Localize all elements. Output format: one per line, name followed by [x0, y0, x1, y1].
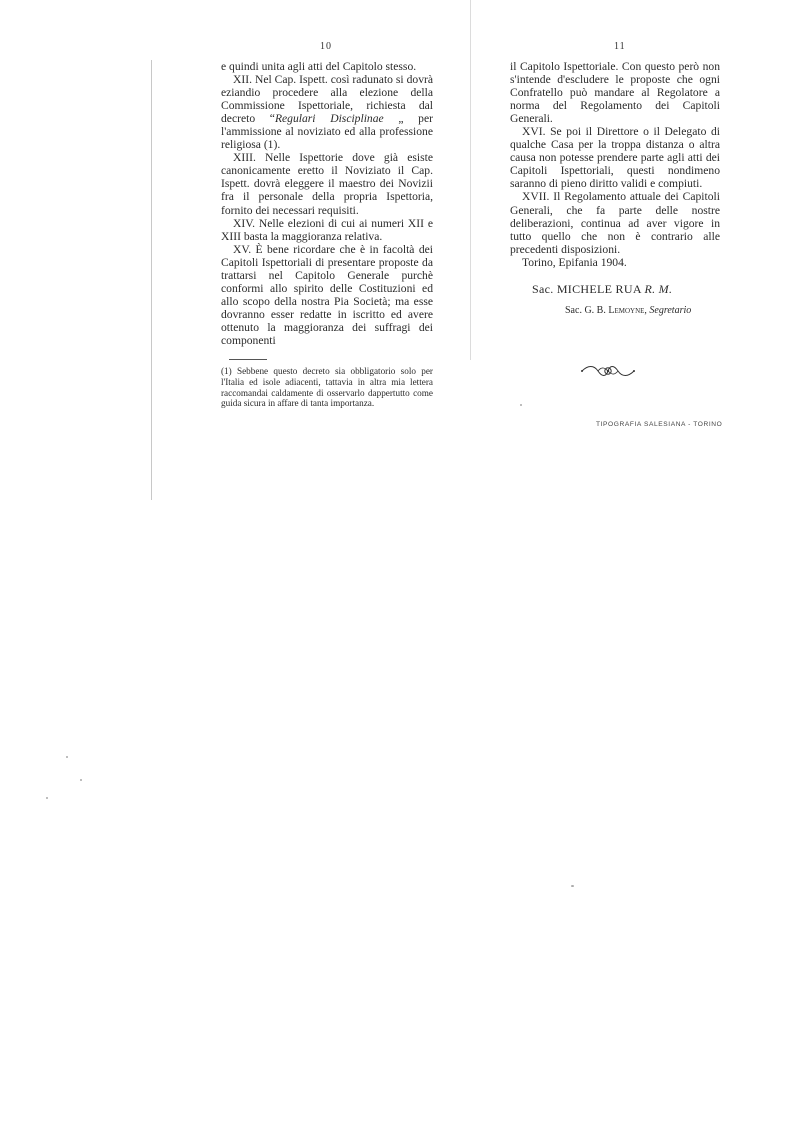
signature-title: R. M. — [644, 281, 673, 296]
secretary-prefix: Sac. G. B. — [565, 304, 606, 316]
secretary-role: Segretario — [649, 304, 692, 316]
scan-edge-line — [151, 60, 152, 500]
paragraph-continuation: e quindi unita agli atti del Capitolo stesso. — [221, 60, 417, 73]
scan-speck — [520, 404, 522, 406]
right-column — [510, 60, 720, 317]
paragraph-xvi: XVI. Se poi il Direttore o il Delegato di qualche Casa per la troppa distanza o altra causa non potesse prendere parte agli atti dei Capitoli Ispettoriali, questi nondimeno saranno di pieno diritto validi e compiuti. — [510, 125, 720, 191]
paragraph-xiv: XIV. Nelle elezioni di cui ai numeri XII e XIII basta la maggioranza relativa. — [221, 216, 433, 243]
secretary-name: Lemoyne — [608, 304, 645, 316]
decree-title: Regulari Disciplinae — [274, 112, 384, 126]
footnote-text: (1) Sebbene questo decreto sia obbligatorio solo per l'Italia ed isole adiacenti, tattavia in altra mia lettera raccomandai caldamente di osservarlo dappertutto come guida sicura in affare di tanta importanza. — [221, 366, 433, 409]
paragraph-xii — [221, 73, 433, 151]
footnote — [221, 366, 433, 409]
left-column — [221, 60, 433, 409]
place-date: Torino, Epifania 1904. — [522, 255, 627, 269]
page-number-right: 11 — [614, 41, 626, 52]
secretary-signature: Sac. G. B. Lemoyne, Segretario — [565, 304, 692, 316]
signature — [510, 283, 720, 296]
page-number-left: 10 — [320, 41, 332, 52]
printer-imprint: TIPOGRAFIA SALESIANA - TORINO — [596, 421, 723, 428]
ornament-icon — [578, 362, 638, 380]
paragraph-xiii: XIII. Nelle Ispettorie dove già esiste canonicamente eretto il Noviziato il Cap. Ispett. dovrà eleggere il maestro dei Novizii fra il personale della propria Ispettoria, fornito dei necessari requisiti. — [221, 151, 433, 217]
paragraph-xii-text: XII. Nel Cap. Ispett. così radunato si dovrà eziandio procedere alla elezione della Commissione Ispettoriale, richiesta dal decreto “ — [221, 73, 433, 126]
scan-speck — [571, 885, 574, 887]
scan-speck — [66, 756, 68, 758]
signature-name: Sac. MICHELE RUA — [532, 281, 642, 296]
paragraph-xv: XV. È bene ricordare che è in facoltà dei Capitoli Ispettoriali di presentare proposte da trattarsi nel Capitolo Generale purchè conformi allo spirito delle Costituzioni ed allo scopo della nostra Pia Società; ma esse dovranno esser redatte in iscritto ed avere ottenuto la maggioranza dei suffragi dei componenti — [221, 242, 433, 347]
footnote-rule — [229, 359, 267, 360]
scan-speck — [46, 797, 48, 799]
paragraph-continuation: il Capitolo Ispettoriale. Con questo però non s'intende d'escludere le proposte che ogni Confratello può mandare al Regolatore a norma del Regolamento dei Capitoli Generali. — [510, 60, 720, 126]
paragraph-xvii: XVII. Il Regolamento attuale dei Capitoli Generali, che fa parte delle nostre deliberazioni, continua ad aver vigore in tutto quello che non è contrario alle precedenti disposizioni. — [510, 190, 720, 256]
paragraph-xii-tail: „ per l'ammissione al noviziato ed alla professione religiosa (1). — [221, 112, 433, 152]
scan-speck — [80, 779, 82, 781]
scan-gutter-line — [470, 0, 471, 360]
